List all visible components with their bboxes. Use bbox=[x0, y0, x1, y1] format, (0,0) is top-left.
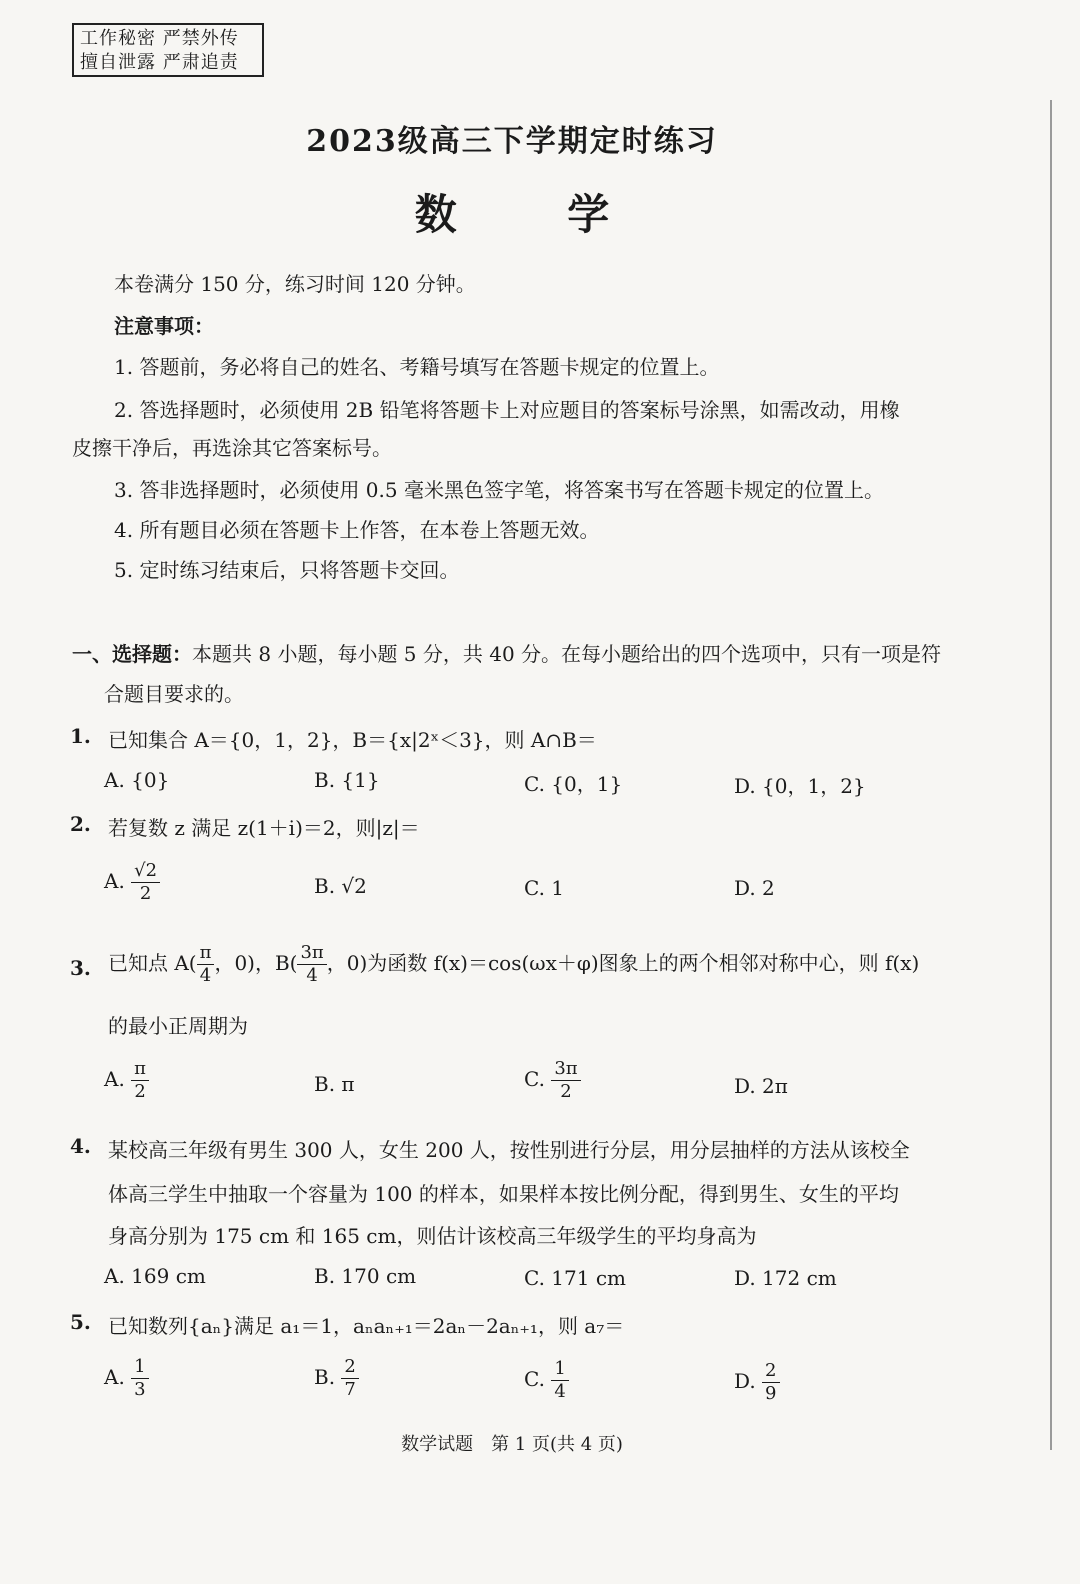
notice-item-4: 4. 所有题目必须在答题卡上作答，在本卷上答题无效。 bbox=[114, 518, 600, 542]
q3-option-a-fraction bbox=[131, 1058, 149, 1103]
q5-d-numerator: 2 bbox=[762, 1360, 779, 1383]
q5-option-a bbox=[104, 1356, 149, 1401]
q5-option-c bbox=[524, 1358, 569, 1403]
q5-b-denominator: 7 bbox=[344, 1379, 356, 1400]
q5-number: 5. bbox=[70, 1310, 91, 1334]
q4-line-3: 身高分别为 175 cm 和 165 cm，则估计该校高三年级学生的平均身高为 bbox=[108, 1224, 757, 1248]
q3-f2-denominator: 4 bbox=[306, 965, 318, 986]
stamp-line-1: 工作秘密 严禁外传 bbox=[80, 28, 239, 49]
q5-option-b-label: B. bbox=[314, 1365, 336, 1389]
right-margin-rule bbox=[1050, 100, 1052, 1450]
q5-option-d-label: D. bbox=[734, 1369, 756, 1393]
q3-number: 3. bbox=[70, 956, 91, 980]
q1-option-b: B. {1} bbox=[314, 768, 380, 792]
q1-option-c: C. {0，1} bbox=[524, 772, 623, 796]
q4-number: 4. bbox=[70, 1134, 91, 1158]
q5-c-denominator: 4 bbox=[554, 1381, 566, 1402]
q2-stem: 若复数 z 满足 z(1＋i)＝2，则|z|＝ bbox=[108, 816, 420, 840]
q5-option-a-fraction bbox=[131, 1356, 148, 1401]
q2-option-d: D. 2 bbox=[734, 876, 775, 900]
confidential-stamp bbox=[72, 23, 264, 77]
q5-option-c-label: C. bbox=[524, 1367, 545, 1391]
q4-option-a: A. 169 cm bbox=[104, 1264, 206, 1288]
section-1-label: 一、选择题： bbox=[72, 642, 192, 666]
q1-option-a: A. {0} bbox=[104, 768, 170, 792]
stamp-line-2: 擅自泄露 严肃追责 bbox=[80, 52, 239, 73]
q5-a-numerator: 1 bbox=[131, 1356, 148, 1379]
q2-option-b: B. √2 bbox=[314, 874, 367, 898]
q3-option-c bbox=[524, 1058, 581, 1103]
q4-line-2: 体高三学生中抽取一个容量为 100 的样本，如果样本按比例分配，得到男生、女生的平均 bbox=[108, 1182, 899, 1206]
q3-f1-numerator: π bbox=[197, 942, 215, 965]
q3-c-denominator: 2 bbox=[560, 1081, 572, 1102]
q4-line-1: 某校高三年级有男生 300 人，女生 200 人，按性别进行分层，用分层抽样的方法从该校全 bbox=[108, 1138, 910, 1162]
q3-fraction-1 bbox=[197, 942, 215, 987]
q2-option-a bbox=[104, 860, 160, 905]
q5-d-denominator: 9 bbox=[765, 1383, 777, 1404]
q3-stem bbox=[108, 942, 919, 987]
page-footer: 数学试题 第 1 页(共 4 页) bbox=[401, 1434, 623, 1455]
q3-c-numerator: 3π bbox=[551, 1058, 580, 1081]
notice-heading: 注意事项： bbox=[114, 314, 214, 338]
q2-number: 2. bbox=[70, 812, 91, 836]
q3-stem-part3: ，0)为函数 f(x)＝cos(ωx＋φ)图象上的两个相邻对称中心，则 f(x) bbox=[326, 951, 920, 975]
exam-title: 2023级高三下学期定时练习 bbox=[306, 124, 718, 159]
q3-option-c-fraction bbox=[551, 1058, 580, 1103]
q1-stem: 已知集合 A＝{0，1，2}，B＝{x|2ˣ＜3}，则 A∩B＝ bbox=[108, 728, 597, 752]
q2-a-denominator: 2 bbox=[139, 883, 152, 904]
q5-option-b-fraction bbox=[341, 1356, 358, 1401]
q3-a-numerator: π bbox=[131, 1058, 149, 1081]
q4-option-d: D. 172 cm bbox=[734, 1266, 837, 1290]
intro-text: 本卷满分 150 分，练习时间 120 分钟。 bbox=[114, 272, 476, 296]
q3-stem-part1: 已知点 A( bbox=[108, 951, 197, 975]
q3-option-a bbox=[104, 1058, 149, 1103]
notice-item-3: 3. 答非选择题时，必须使用 0.5 毫米黑色签字笔，将答案书写在答题卡规定的位置上。 bbox=[114, 478, 884, 502]
q3-f1-denominator: 4 bbox=[199, 965, 212, 986]
q5-option-d-fraction bbox=[762, 1360, 779, 1405]
notice-item-5: 5. 定时练习结束后，只将答题卡交回。 bbox=[114, 558, 460, 582]
q3-stem-cont: 的最小正周期为 bbox=[108, 1014, 248, 1038]
section-1-intro bbox=[72, 638, 941, 667]
q3-a-denominator: 2 bbox=[134, 1081, 146, 1102]
q5-a-denominator: 3 bbox=[134, 1379, 146, 1400]
q5-option-a-label: A. bbox=[104, 1365, 125, 1389]
q2-option-a-fraction bbox=[131, 860, 160, 905]
q3-option-b: B. π bbox=[314, 1072, 355, 1096]
q3-fraction-2 bbox=[297, 942, 326, 987]
q4-option-c: C. 171 cm bbox=[524, 1266, 627, 1290]
q3-stem-part2: ，0)，B( bbox=[214, 951, 298, 975]
q3-f2-numerator: 3π bbox=[297, 942, 326, 965]
q1-number: 1. bbox=[70, 724, 91, 748]
q5-option-c-fraction bbox=[551, 1358, 568, 1403]
notice-item-2: 2. 答选择题时，必须使用 2B 铅笔将答题卡上对应题目的答案标号涂黑，如需改动，用橡 bbox=[114, 398, 900, 422]
q5-stem: 已知数列{aₙ}满足 a₁＝1，aₙaₙ₊₁＝2aₙ－2aₙ₊₁，则 a₇＝ bbox=[108, 1314, 625, 1338]
notice-item-1: 1. 答题前，务必将自己的姓名、考籍号填写在答题卡规定的位置上。 bbox=[114, 355, 720, 379]
q5-option-b bbox=[314, 1356, 359, 1401]
q3-option-c-label: C. bbox=[524, 1067, 545, 1091]
notice-item-2-cont: 皮擦干净后，再选涂其它答案标号。 bbox=[72, 436, 392, 460]
q5-b-numerator: 2 bbox=[341, 1356, 358, 1379]
q2-option-c: C. 1 bbox=[524, 876, 565, 900]
q3-option-a-label: A. bbox=[104, 1067, 125, 1091]
q5-c-numerator: 1 bbox=[551, 1358, 568, 1381]
q5-option-d bbox=[734, 1360, 780, 1405]
subject-title: 数 学 bbox=[414, 190, 658, 239]
q1-option-d: D. {0，1，2} bbox=[734, 774, 866, 798]
q2-a-numerator: √2 bbox=[131, 860, 160, 883]
q3-option-d: D. 2π bbox=[734, 1074, 788, 1098]
section-1-text-cont: 合题目要求的。 bbox=[104, 682, 244, 706]
section-1-text: 本题共 8 小题，每小题 5 分，共 40 分。在每小题给出的四个选项中，只有一项是符 bbox=[192, 642, 942, 666]
q2-option-a-label: A. bbox=[104, 869, 125, 893]
q4-option-b: B. 170 cm bbox=[314, 1264, 417, 1288]
